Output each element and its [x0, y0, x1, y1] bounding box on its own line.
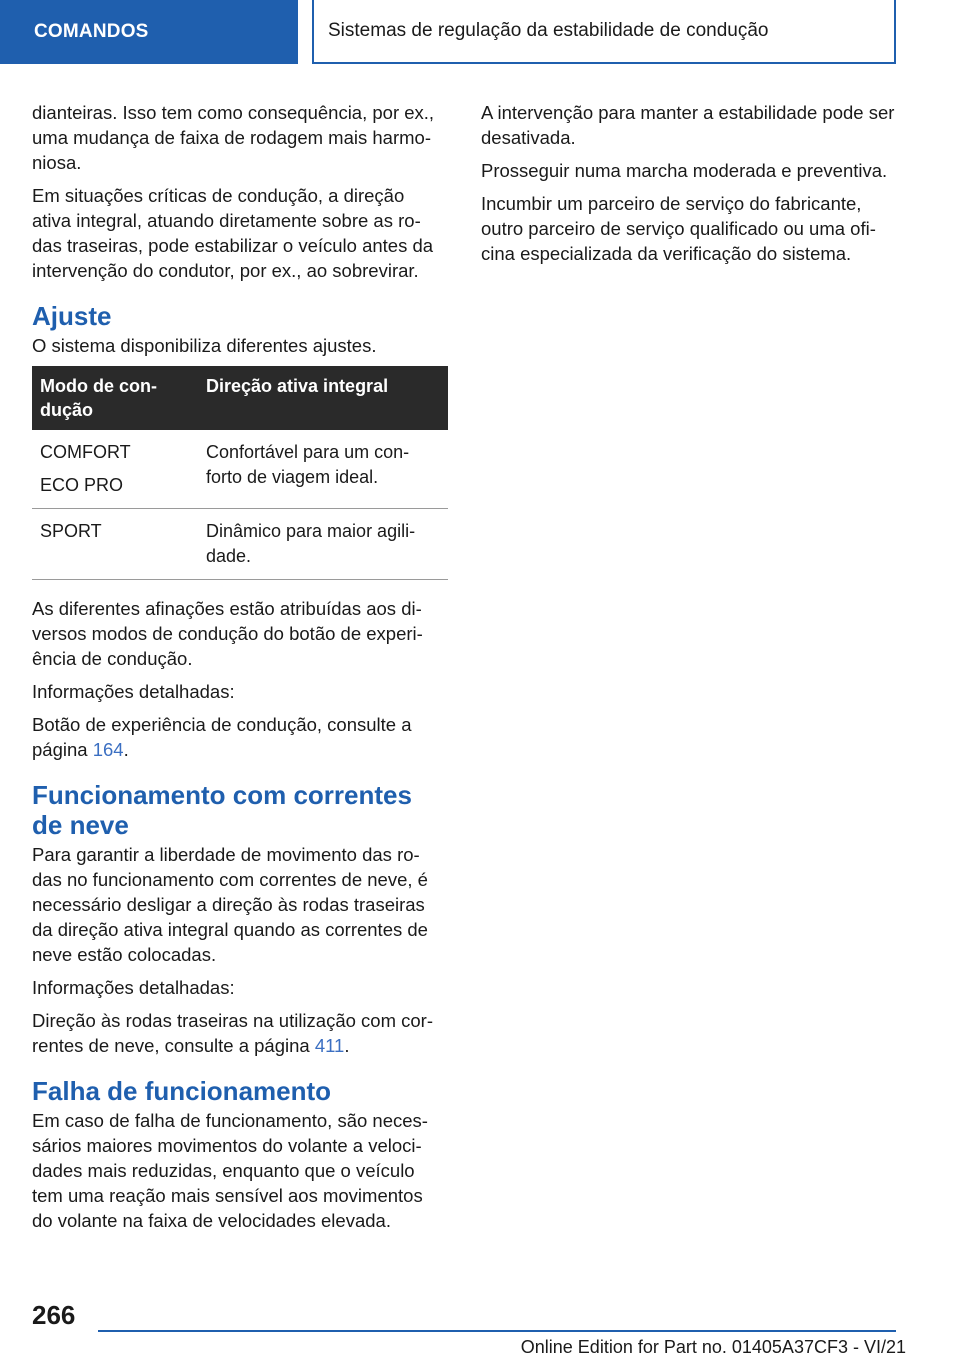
page-link-411[interactable]: 411: [314, 1035, 345, 1056]
table-cell-description: Dinâmico para maior agili-dade.: [198, 509, 448, 580]
table-header-steering: Direção ativa integral: [198, 366, 448, 430]
left-column: [32, 100, 448, 1241]
ajuste-intro: O sistema disponibiliza diferentes ajustes.: [32, 335, 377, 356]
table-cell-modes: [32, 509, 198, 580]
table-header-mode: Modo de con-dução: [32, 366, 198, 430]
heading-falha: Falha de funcionamento: [32, 1076, 332, 1106]
correntes-reference-text: Direção às rodas traseiras na utilização com cor-rentes de neve, consulte a página: [32, 1010, 433, 1056]
correntes-paragraph: Para garantir a liberdade de movimento das ro-das no funcionamento com correntes de neve, é necessário desligar a direção às rodas traseiras da direção ativa integral quando as correntes de neve estão colocadas.: [32, 844, 428, 965]
table-row: [32, 430, 448, 509]
correntes-reference-end: .: [344, 1035, 350, 1056]
heading-ajuste: Ajuste: [32, 301, 112, 331]
ajuste-after-table: As diferentes afinações estão atribuídas aos di-versos modos de condução do botão de experi-ência de condução.: [32, 598, 423, 669]
table-cell-description: Confortável para um con-forto de viagem ideal.: [198, 430, 448, 509]
ajuste-reference: [32, 712, 448, 762]
right-paragraph-1: A intervenção para manter a estabilidade pode ser desativada.: [481, 102, 895, 148]
table-header-row: [32, 366, 448, 430]
mode-sport: SPORT: [40, 521, 102, 541]
page-link-164[interactable]: 164: [92, 739, 124, 760]
table-row: [32, 509, 448, 580]
correntes-reference: [32, 1008, 448, 1058]
footer-edition: Online Edition for Part no. 01405A37CF3 - VI/21: [520, 1337, 906, 1357]
ajuste-reference-text: Botão de experiência de condução, consulte a página: [32, 714, 412, 760]
chapter-title: [312, 0, 896, 64]
mode-eco-pro: ECO PRO: [40, 475, 124, 495]
ajuste-info-label: Informações detalhadas:: [32, 681, 235, 702]
ajuste-reference-end: .: [123, 739, 129, 760]
page-number: 266: [32, 1300, 76, 1330]
correntes-info-label: Informações detalhadas:: [32, 977, 235, 998]
falha-paragraph: Em caso de falha de funcionamento, são neces-sários maiores movimentos do volante a veloci-dades mais reduzidas, enquanto que o veículo tem uma reação mais sensível aos movimentos do volante na faixa de velocidades elevada.: [32, 1110, 428, 1231]
heading-correntes: Funcionamento com correntes de neve: [32, 780, 412, 840]
mode-comfort: COMFORT: [40, 442, 131, 462]
settings-table: [32, 366, 448, 580]
right-paragraph-3: Incumbir um parceiro de serviço do fabricante, outro parceiro de serviço qualificado ou uma ofi-cina especializada da verificação do sistema.: [481, 193, 876, 264]
section-tab: COMANDOS: [0, 0, 298, 64]
intro-paragraph-2: Em situações críticas de condução, a direção ativa integral, atuando diretamente sobre as ro-das traseiras, pode estabilizar o veículo antes da intervenção do condutor, por ex., ao sobrevirar.: [32, 185, 434, 281]
right-column: [481, 100, 901, 274]
right-paragraph-2: Prosseguir numa marcha moderada e preventiva.: [481, 160, 888, 181]
intro-paragraph-1: dianteiras. Isso tem como consequência, por ex., uma mudança de faixa de rodagem mais harmo-niosa.: [32, 102, 435, 173]
chapter-title-text: Sistemas de regulação da estabilidade de condução: [328, 20, 769, 41]
footer-divider: [98, 1330, 896, 1332]
table-cell-modes: [32, 430, 198, 509]
